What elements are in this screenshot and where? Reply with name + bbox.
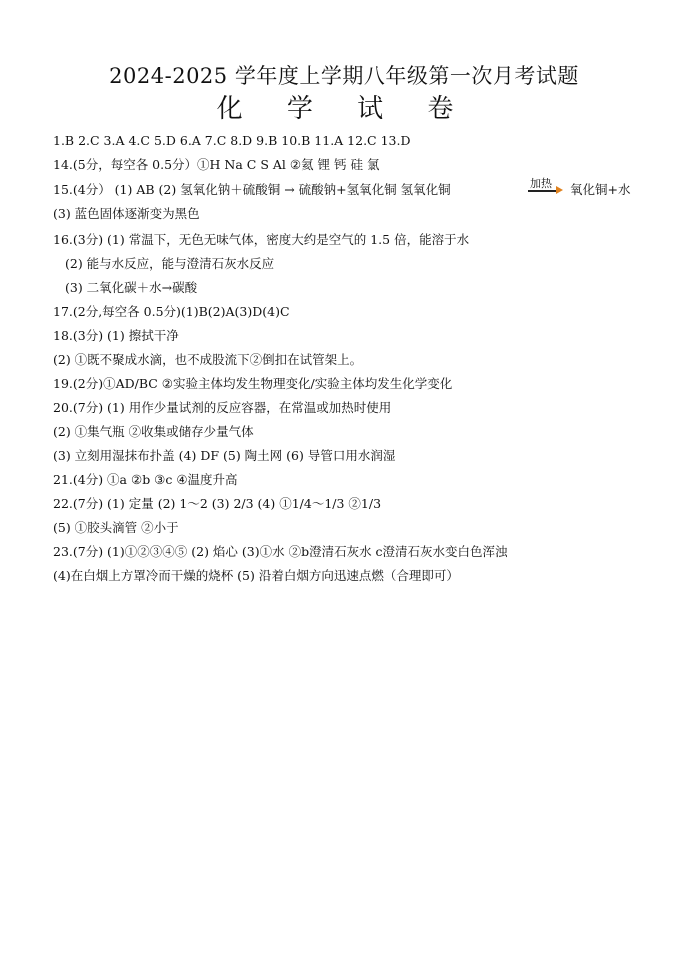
exam-subtitle: 化 学 试 卷 — [216, 94, 472, 124]
answer-q20-line2: (2) ①集气瓶 ②收集或储存少量气体 — [53, 424, 254, 439]
answer-q19: 19.(2分)①AD/BC ②实验主体均发生物理变化/实验主体均发生化学变化 — [53, 376, 453, 391]
answer-q22-line2: (5) ①胶头滴管 ②小于 — [53, 520, 179, 535]
answer-q16-line2: (2) 能与水反应，能与澄清石灰水反应 — [65, 256, 275, 271]
answer-q22-line1: 22.(7分) (1) 定量 (2) 1～2 (3) 2/3 (4) ①1/4～1/3 ②1/3 — [53, 496, 382, 511]
answer-q18-line1: 18.(3分) (1) 擦拭干净 — [53, 328, 179, 343]
reaction-arrow-head — [556, 186, 563, 194]
answer-q23-line2: (4)在白烟上方罩冷而干燥的烧杯 (5) 沿着白烟方向迅速点燃（合理即可） — [53, 568, 459, 583]
answer-multiple-choice: 1.B 2.C 3.A 4.C 5.D 6.A 7.C 8.D 9.B 10.B 11.A 12.C 13.D — [53, 133, 411, 148]
answer-q16-line3: (3) 二氧化碳＋水→碳酸 — [65, 280, 198, 295]
answer-q20-line3: (3) 立刻用湿抹布扑盖 (4) DF (5) 陶土网 (6) 导管口用水润湿 — [53, 448, 396, 463]
answer-q15-line1: 15.(4分） (1) AB (2) 氢氧化钠＋硫酸铜 → 硫酸钠+氢氧化铜 氢氧化铜 — [53, 182, 451, 197]
answer-q21: 21.(4分) ①a ②b ③c ④温度升高 — [53, 472, 238, 487]
answer-q15-product: 氧化铜+水 — [570, 182, 631, 197]
reaction-arrow-shaft — [528, 190, 558, 192]
answer-q20-line1: 20.(7分) (1) 用作少量试剂的反应容器，在常温或加热时使用 — [53, 400, 392, 415]
answer-q23-line1: 23.(7分) (1)①②③④⑤ (2) 焰心 (3)①水 ②b澄清石灰水 c澄清石灰水变白色浑浊 — [53, 544, 508, 559]
answer-q16-line1: 16.(3分) (1) 常温下，无色无味气体，密度大约是空气的 1.5 倍，能溶于水 — [53, 232, 470, 247]
answer-q18-line2: (2) ①既不聚成水滴，也不成股流下②倒扣在试管架上。 — [53, 352, 363, 367]
answer-q15-line2: (3) 蓝色固体逐渐变为黑色 — [53, 206, 200, 221]
answer-q17: 17.(2分,每空各 0.5分)(1)B(2)A(3)D(4)C — [53, 304, 290, 319]
heating-condition-label: 加热 — [530, 177, 552, 190]
exam-title: 2024-2025 学年度上学期八年级第一次月考试题 — [109, 64, 579, 88]
answer-q14: 14.(5分，每空各 0.5分）①H Na C S Al ②氦 锂 钙 硅 氯 — [53, 157, 380, 172]
